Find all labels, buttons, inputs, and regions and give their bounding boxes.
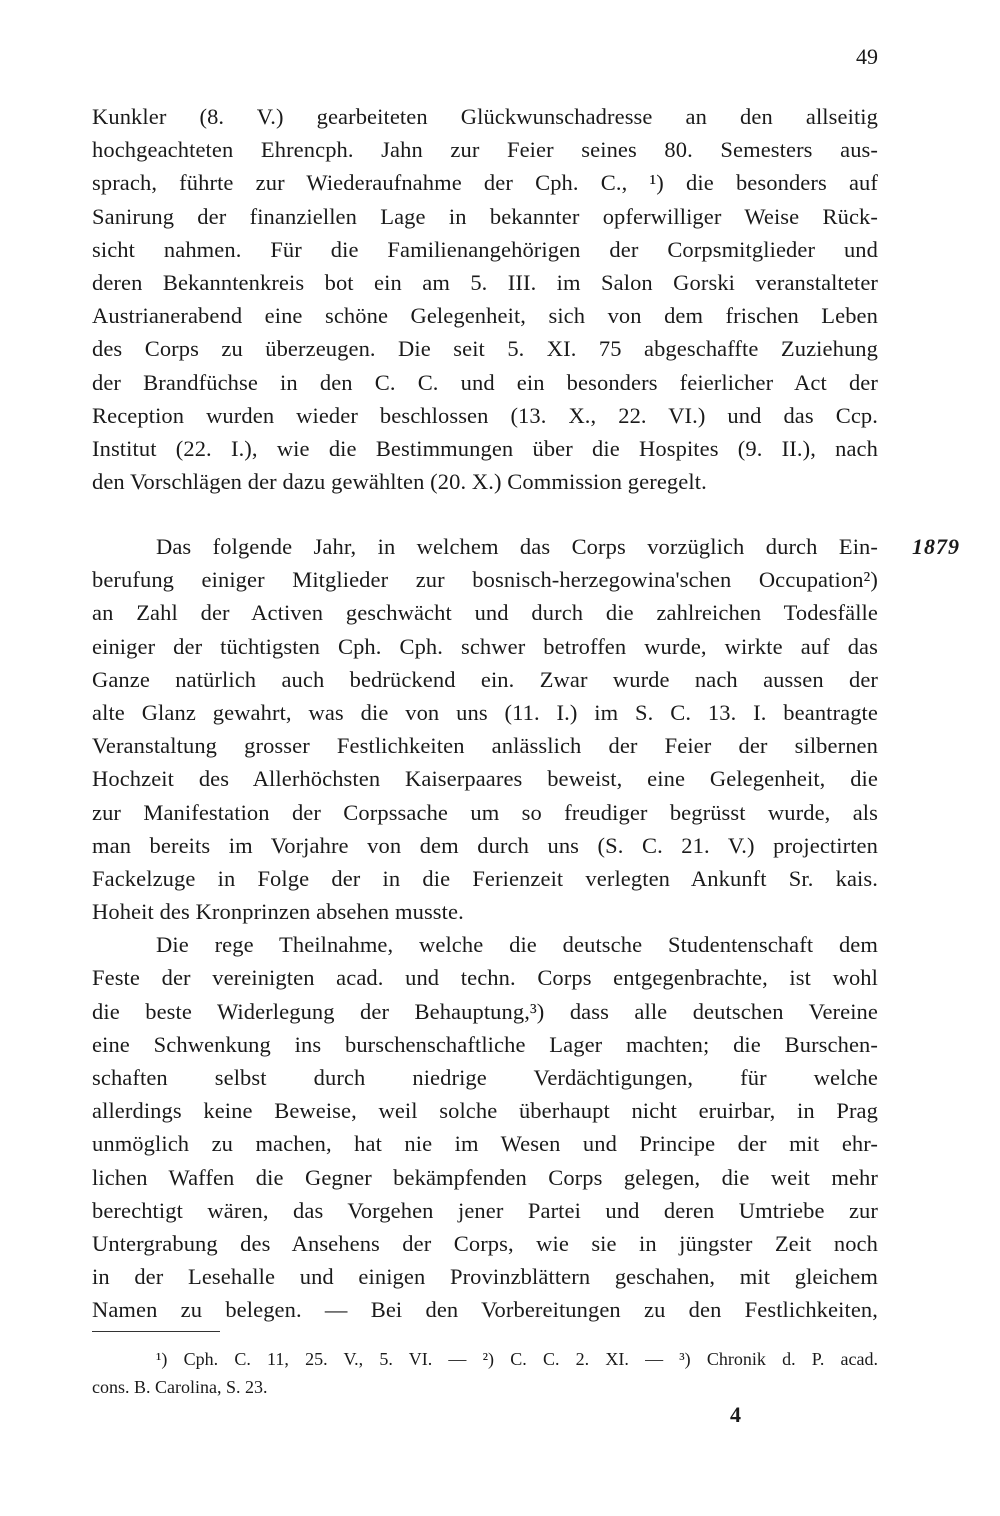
text-line: der Brandfüchse in den C. C. und ein besonders feierlicher Act der (92, 369, 878, 395)
text-line: den Vorschlägen der dazu gewählten (20. X.) Commission geregelt. (92, 469, 707, 495)
text-line: zur Manifestation der Corpssache um so freudiger begrüsst wurde, als (92, 799, 878, 825)
text-line: die beste Widerlegung der Behauptung,³) dass alle deutschen Vereine (92, 998, 878, 1024)
text-line: Veranstaltung grosser Festlichkeiten anlässlich der Feier der silbernen (92, 733, 878, 759)
paragraph-1 (92, 100, 878, 498)
text-line: Austrianerabend eine schöne Gelegenheit, sich von dem frischen Leben (92, 303, 878, 329)
text-line: Untergrabung des Ansehens der Corps, wie sie in jüngster Zeit noch (92, 1230, 878, 1256)
text-line: Reception wurden wieder beschlossen (13. X., 22. VI.) und das Ccp. (92, 402, 878, 428)
paragraph-2 (92, 530, 878, 1327)
footnote-line: ¹) Cph. C. 11, 25. V., 5. VI. — ²) C. C. 2. XI. — ³) Chronik d. P. acad. (156, 1349, 878, 1369)
text-line: sicht nahmen. Für die Familienangehörigen der Corpsmitglieder und (92, 236, 878, 262)
text-line: deren Bekanntenkreis bot ein am 5. III. im Salon Gorski veranstalteter (92, 269, 878, 295)
text-line: schaften selbst durch niedrige Verdächtigungen, für welche (92, 1065, 878, 1090)
footnote-line: cons. B. Carolina, S. 23. (92, 1377, 268, 1397)
text-line: Ganze natürlich auch bedrückend ein. Zwar wurde nach aussen der (92, 666, 878, 692)
text-line: einiger der tüchtigsten Cph. Cph. schwer betroffen wurde, wirkte auf das (92, 633, 878, 659)
text-line: Hoheit des Kronprinzen absehen musste. (92, 899, 464, 925)
text-line: hochgeachteten Ehrencph. Jahn zur Feier seines 80. Semesters aus- (92, 137, 878, 163)
text-line: sprach, führte zur Wiederaufnahme der Cph. C., ¹) die besonders auf (92, 170, 878, 196)
text-line: unmöglich zu machen, hat nie im Wesen und Principe der mit ehr- (92, 1131, 878, 1157)
text-line: in der Lesehalle und einigen Provinzblättern geschahen, mit gleichem (92, 1264, 878, 1290)
footnotes (92, 1345, 878, 1401)
text-line: des Corps zu überzeugen. Die seit 5. XI. 75 abgeschaffte Zuziehung (92, 336, 878, 362)
text-line: Sanirung der finanziellen Lage in bekannter opferwilliger Weise Rück- (92, 203, 878, 229)
text-line: eine Schwenkung ins burschenschaftliche Lager machten; die Burschen- (92, 1031, 878, 1057)
page-number: 49 (856, 44, 878, 69)
text-line: Fackelzuge in Folge der in die Ferienzeit verlegten Ankunft Sr. kais. (92, 865, 878, 891)
footnote-divider (92, 1331, 220, 1332)
text-line: allerdings keine Beweise, weil solche überhaupt nicht eruirbar, in Prag (92, 1098, 878, 1124)
signature-mark: 4 (730, 1402, 741, 1427)
text-line: berechtigt wären, das Vorgehen jener Partei und deren Umtriebe zur (92, 1197, 878, 1223)
text-line: Hochzeit des Allerhöchsten Kaiserpaares beweist, eine Gelegenheit, die (92, 766, 878, 792)
text-line: man bereits im Vorjahre von dem durch uns (S. C. 21. V.) projectirten (92, 832, 878, 858)
text-line: Das folgende Jahr, in welchem das Corps vorzüglich durch Ein- (156, 534, 878, 559)
text-line: Feste der vereinigten acad. und techn. Corps entgegenbrachte, ist wohl (92, 965, 878, 991)
text-line: an Zahl der Activen geschwächt und durch die zahlreichen Todesfälle (92, 600, 878, 626)
text-line: Institut (22. I.), wie die Bestimmungen über die Hospites (9. II.), nach (92, 435, 878, 461)
text-line: Kunkler (8. V.) gearbeiteten Glückwunschadresse an den allseitig (92, 104, 878, 129)
text-line: alte Glanz gewahrt, was die von uns (11. I.) im S. C. 13. I. beantragte (92, 699, 878, 725)
text-line: Die rege Theilnahme, welche die deutsche Studentenschaft dem (156, 932, 878, 958)
text-line: lichen Waffen die Gegner bekämpfenden Corps gelegen, die weit mehr (92, 1164, 878, 1190)
margin-year-note: 1879 (912, 534, 960, 559)
text-line: berufung einiger Mitglieder zur bosnisch-herzegowina'schen Occupation²) (92, 567, 878, 593)
text-line: Namen zu belegen. — Bei den Vorbereitungen zu den Festlichkeiten, (92, 1297, 878, 1323)
